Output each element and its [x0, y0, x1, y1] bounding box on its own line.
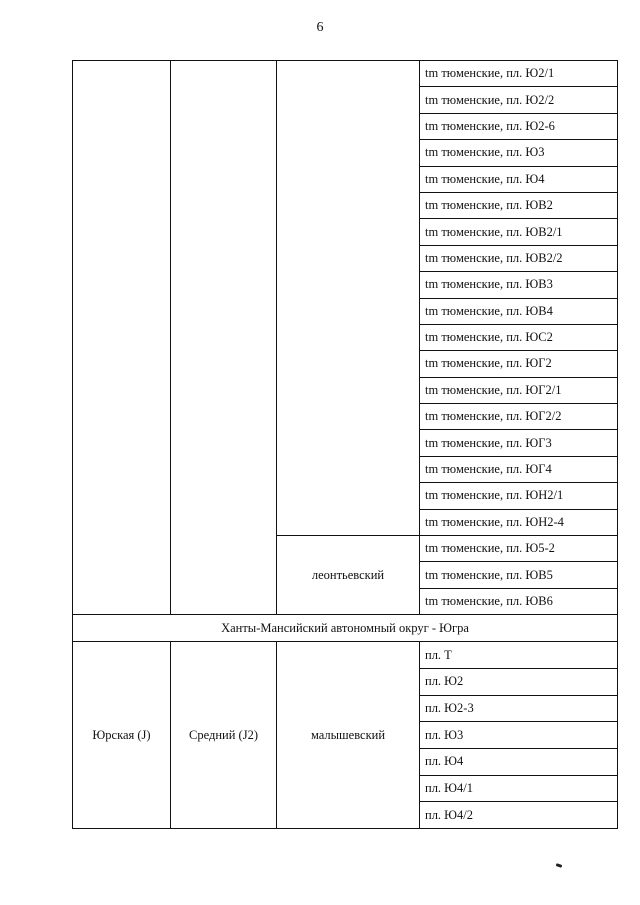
layer-cell: tm тюменские, пл. ЮС2: [420, 324, 618, 350]
layer-cell: tm тюменские, пл. Ю2/1: [420, 61, 618, 87]
system-cell-continued: [73, 61, 171, 615]
layer-cell: tm тюменские, пл. ЮГ3: [420, 430, 618, 456]
region-header: Ханты-Мансийский автономный округ - Югра: [73, 615, 618, 642]
layer-cell: tm тюменские, пл. Ю5-2: [420, 536, 618, 562]
page-number: 6: [316, 20, 324, 35]
horizon-cell-leontiev: леонтьевский: [277, 536, 420, 615]
layer-cell: tm тюменские, пл. ЮН2-4: [420, 509, 618, 535]
layer-cell: tm тюменские, пл. ЮГ2/1: [420, 377, 618, 403]
layer-cell: пл. Ю4/1: [420, 775, 618, 802]
layer-cell: tm тюменские, пл. ЮВ2/1: [420, 219, 618, 245]
layer-cell: tm тюменские, пл. ЮВ3: [420, 272, 618, 298]
layer-cell: пл. Ю2-3: [420, 695, 618, 722]
layer-cell: пл. Т: [420, 642, 618, 669]
table-row: [73, 642, 618, 669]
horizon-cell-continued: [277, 61, 420, 536]
region-header-row: [73, 615, 618, 642]
layer-cell: tm тюменские, пл. Ю2-6: [420, 113, 618, 139]
layer-cell: пл. Ю4: [420, 748, 618, 775]
horizon-cell: малышевский: [277, 642, 420, 829]
layer-cell: пл. Ю4/2: [420, 802, 618, 829]
layer-cell: tm тюменские, пл. ЮГ2: [420, 351, 618, 377]
layer-cell: пл. Ю3: [420, 722, 618, 749]
system-cell: Юрская (J): [73, 642, 171, 829]
table-row: [73, 61, 618, 87]
division-cell-continued: [171, 61, 277, 615]
layer-cell: tm тюменские, пл. ЮГ2/2: [420, 404, 618, 430]
layer-cell: tm тюменские, пл. ЮВ2/2: [420, 245, 618, 271]
layer-cell: tm тюменские, пл. ЮВ6: [420, 588, 618, 614]
layer-cell: tm тюменские, пл. ЮВ5: [420, 562, 618, 588]
layer-cell: пл. Ю2: [420, 668, 618, 695]
layer-cell: tm тюменские, пл. Ю4: [420, 166, 618, 192]
layer-cell: tm тюменские, пл. ЮВ4: [420, 298, 618, 324]
layer-cell: tm тюменские, пл. ЮГ4: [420, 456, 618, 482]
division-cell: Средний (J2): [171, 642, 277, 829]
layer-cell: tm тюменские, пл. Ю3: [420, 140, 618, 166]
scan-mark: [556, 863, 563, 868]
layer-cell: tm тюменские, пл. ЮН2/1: [420, 483, 618, 509]
reservoir-table: [72, 60, 618, 829]
layer-cell: tm тюменские, пл. ЮВ2: [420, 192, 618, 218]
layer-cell: tm тюменские, пл. Ю2/2: [420, 87, 618, 113]
